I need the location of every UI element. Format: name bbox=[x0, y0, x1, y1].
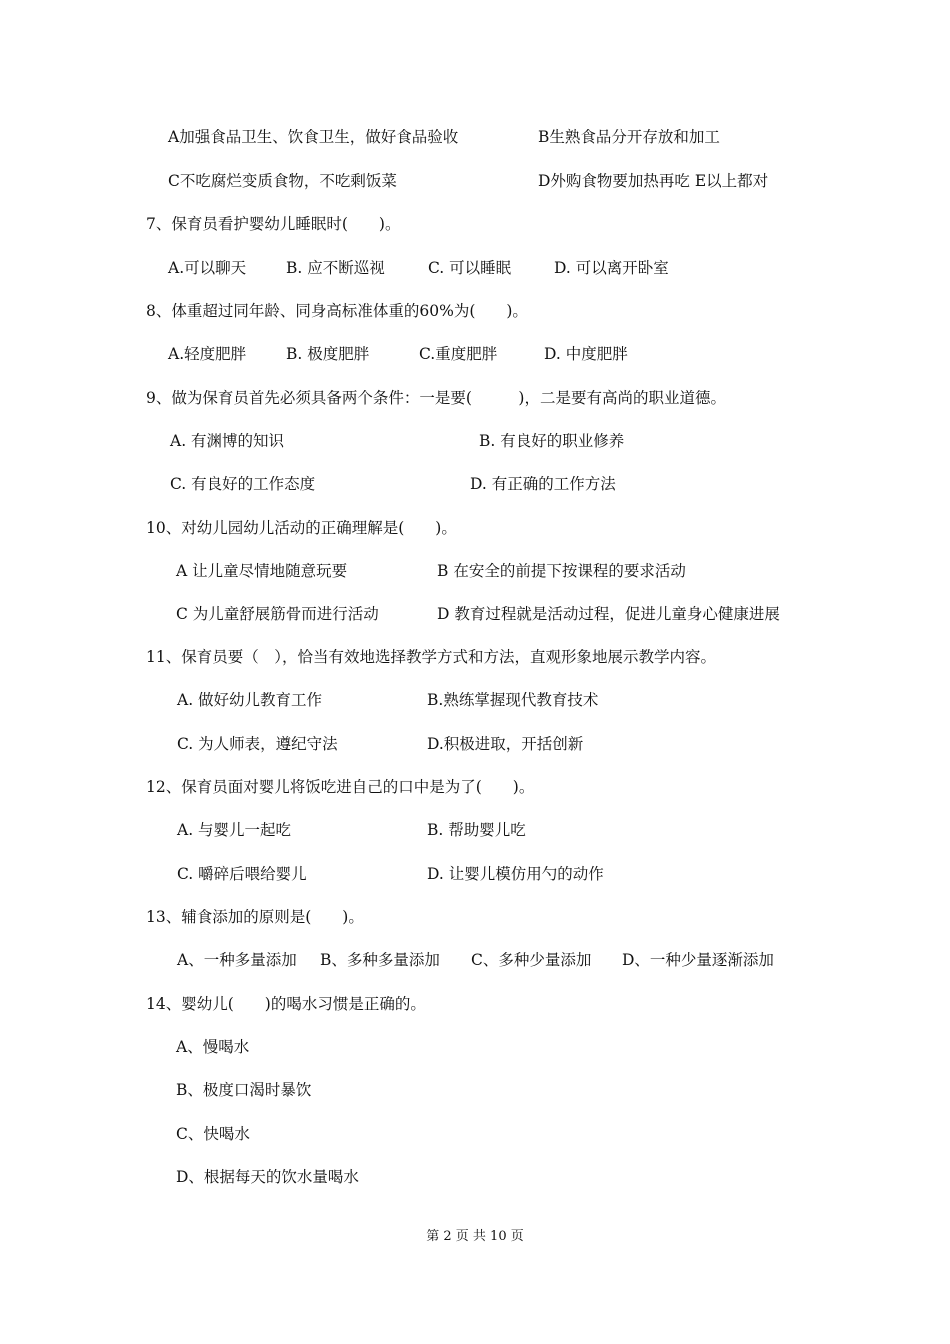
answer-option: C. 为人师表，遵纪守法 bbox=[177, 735, 338, 753]
answer-option: C、快喝水 bbox=[176, 1125, 250, 1143]
answer-option: B. 极度肥胖 bbox=[286, 345, 370, 363]
answer-option: D. 让婴儿模仿用勺的动作 bbox=[427, 865, 604, 883]
answer-option: D. 可以离开卧室 bbox=[554, 259, 669, 277]
question-text: 11、保育员要（ ），恰当有效地选择教学方式和方法，直观形象地展示教学内容。 bbox=[146, 648, 716, 666]
question-text: 13、辅食添加的原则是( )。 bbox=[146, 908, 364, 926]
question-text: 8、体重超过同年龄、同身高标准体重的60%为( )。 bbox=[146, 302, 528, 320]
answer-option: B 在安全的前提下按课程的要求活动 bbox=[437, 562, 686, 580]
answer-option: A、慢喝水 bbox=[176, 1038, 250, 1056]
answer-option: B. 帮助婴儿吃 bbox=[427, 821, 526, 839]
question-text: 10、对幼儿园幼儿活动的正确理解是( )。 bbox=[146, 519, 457, 537]
answer-option: A 让儿童尽情地随意玩要 bbox=[176, 562, 348, 580]
answer-option: B. 有良好的职业修养 bbox=[479, 432, 625, 450]
answer-option: B. 应不断巡视 bbox=[286, 259, 385, 277]
answer-option: A. 与婴儿一起吃 bbox=[177, 821, 292, 839]
answer-option: D.积极进取，开括创新 bbox=[427, 735, 584, 753]
question-text: 14、婴幼儿( )的喝水习惯是正确的。 bbox=[146, 995, 426, 1013]
question-text: 12、保育员面对婴儿将饭吃进自己的口中是为了( )。 bbox=[146, 778, 535, 796]
answer-option: A. 有渊博的知识 bbox=[170, 432, 285, 450]
answer-option: C. 嚼碎后喂给婴儿 bbox=[177, 865, 307, 883]
answer-option: B.熟练掌握现代教育技术 bbox=[427, 691, 599, 709]
answer-option: D、根据每天的饮水量喝水 bbox=[176, 1168, 359, 1186]
question-text: 7、保育员看护婴幼儿睡眠时( )。 bbox=[146, 215, 401, 233]
answer-option: D. 中度肥胖 bbox=[544, 345, 628, 363]
answer-option: A.可以聊天 bbox=[168, 259, 247, 277]
answer-option: A.轻度肥胖 bbox=[168, 345, 247, 363]
answer-option: C、多种少量添加 bbox=[471, 951, 592, 969]
question-text: 9、做为保育员首先必须具备两个条件：一是要( )，二是要有高尚的职业道德。 bbox=[146, 389, 726, 407]
answer-option: C.重度肥胖 bbox=[419, 345, 498, 363]
answer-option: A. 做好幼儿教育工作 bbox=[177, 691, 323, 709]
answer-option: A、一种多量添加 bbox=[177, 951, 297, 969]
answer-option: B生熟食品分开存放和加工 bbox=[538, 128, 720, 146]
answer-option: C不吃腐烂变质食物，不吃剩饭菜 bbox=[168, 172, 397, 190]
answer-option: C. 有良好的工作态度 bbox=[170, 475, 316, 493]
answer-option: C 为儿童舒展筋骨而进行活动 bbox=[176, 605, 379, 623]
answer-option: B、多种多量添加 bbox=[320, 951, 440, 969]
answer-option: B、极度口渴时暴饮 bbox=[176, 1081, 312, 1099]
answer-option: D 教育过程就是活动过程，促进儿童身心健康进展 bbox=[437, 605, 780, 623]
page-footer: 第 2 页 共 10 页 bbox=[426, 1229, 524, 1244]
answer-option: C. 可以睡眠 bbox=[428, 259, 512, 277]
answer-option: A加强食品卫生、饮食卫生，做好食品验收 bbox=[168, 128, 459, 146]
answer-option: D、一种少量逐渐添加 bbox=[622, 951, 774, 969]
answer-option: D. 有正确的工作方法 bbox=[470, 475, 616, 493]
answer-option: D外购食物要加热再吃 E以上都对 bbox=[538, 172, 769, 190]
